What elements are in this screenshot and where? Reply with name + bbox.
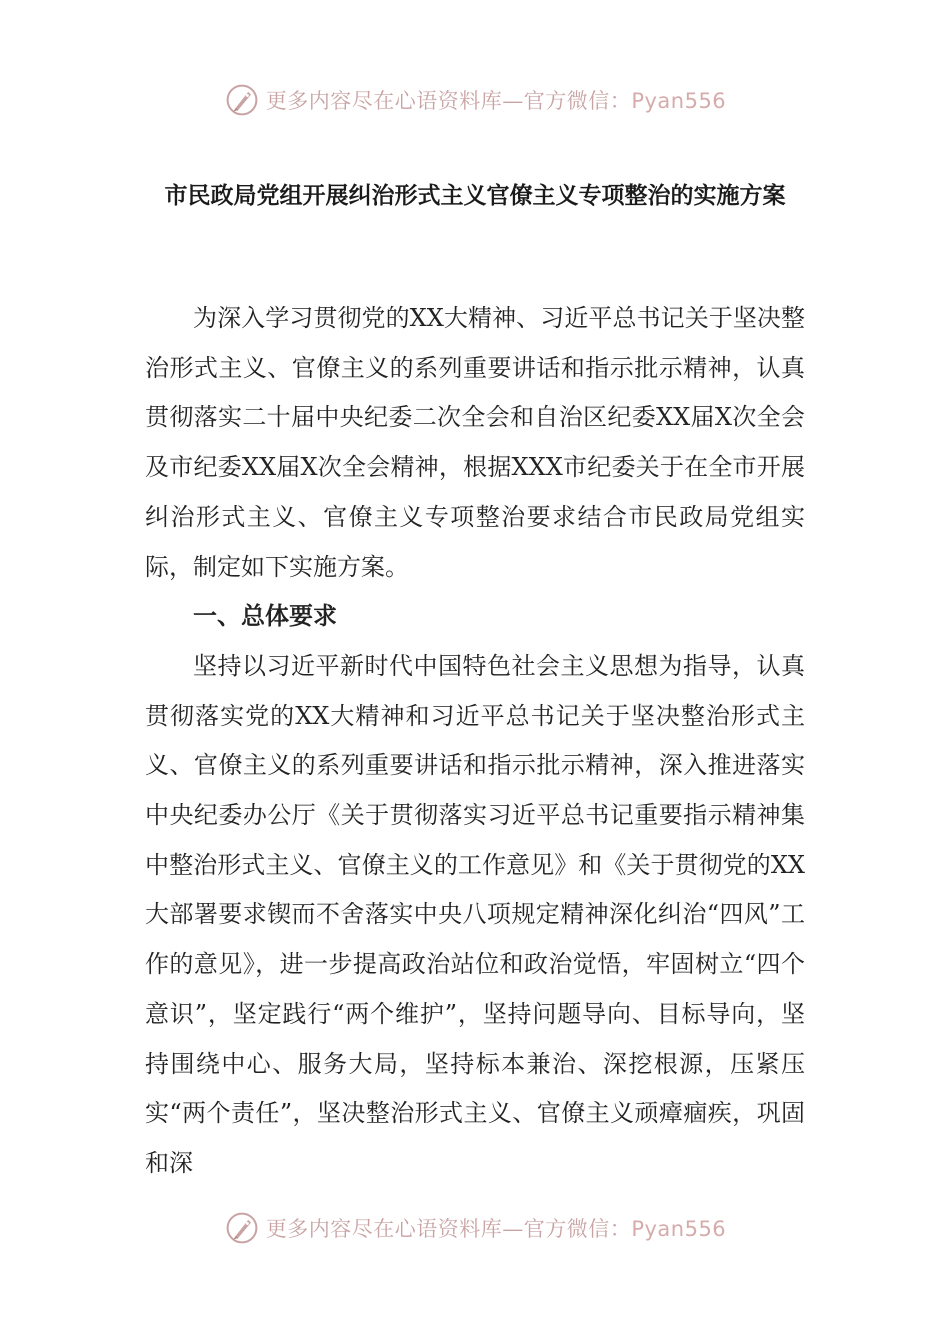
section-paragraph: 坚持以习近平新时代中国特色社会主义思想为指导，认真贯彻落实党的XX大精神和习近平总书记关于坚决整治形式主义、官僚主义的系列重要讲话和指示批示精神，深入推进落实中央纪委办公厅《关于贯彻落实习近平总书记重要指示精神集中整治形式主义、官僚主义的工作意见》和《关于贯彻党的XX大部署要求锲而不舍落实中央八项规定精神深化纠治“四风”工作的意见》，进一步提高政治站位和政治觉悟，牢固树立“四个意识”，坚定践行“两个维护”，坚持问题导向、目标导向，坚持围绕中心、服务大局，坚持标本兼治、深挖根源，压紧压实“两个责任”，坚决整治形式主义、官僚主义顽瘴痼疾，巩固和深 [145,651,805,1177]
watermark-wechat-id: Pyan556 [631,89,727,113]
footer-watermark [0,1210,950,1246]
document-body [145,294,805,1189]
watermark-wechat-id: Pyan556 [631,1217,727,1241]
intro-paragraph: 为深入学习贯彻党的XX大精神、习近平总书记关于坚决整治形式主义、官僚主义的系列重要讲话和指示批示精神，认真贯彻落实二十届中央纪委二次全会和自治区纪委XX届X次全会及市纪委XX届X次全会精神，根据XXX市纪委关于在全市开展纠治形式主义、官僚主义专项整治要求结合市民政局党组实际，制定如下实施方案。 [145,304,805,581]
document-title: 市民政局党组开展纠治形式主义官僚主义专项整治的实施方案 [164,183,786,209]
section-heading: 一、总体要求 [193,602,337,631]
fountain-pen-logo-icon [224,1210,260,1246]
watermark-text: 更多内容尽在心语资料库—官方微信：Pyan556 [265,1217,727,1241]
header-watermark [0,82,950,118]
watermark-text: 更多内容尽在心语资料库—官方微信：Pyan556 [265,89,727,113]
fountain-pen-logo-icon [224,82,260,118]
